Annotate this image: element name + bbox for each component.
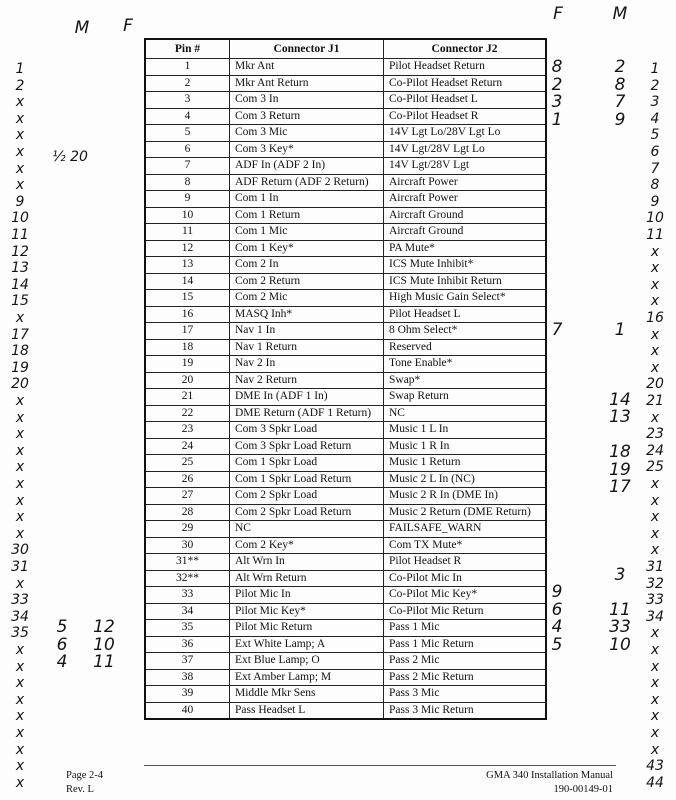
connector-j1-cell: Com 2 Mic bbox=[230, 290, 384, 307]
handwritten-right-mark: 6 bbox=[650, 144, 660, 160]
pin-cell: 27 bbox=[145, 488, 230, 505]
connector-j1-cell: Nav 1 In bbox=[230, 323, 384, 340]
connector-j1-cell: Pass Headset L bbox=[230, 702, 384, 719]
handwritten-left-mark: x bbox=[15, 160, 25, 177]
handwritten-left-mark: 19 bbox=[11, 359, 29, 376]
pin-cell: 22 bbox=[145, 405, 230, 422]
table-row bbox=[145, 570, 546, 587]
handwritten-left-mark: 34 bbox=[11, 608, 29, 625]
table-row bbox=[145, 75, 546, 92]
handwritten-right-mark: x bbox=[650, 476, 660, 492]
handwritten-f-label: F bbox=[553, 4, 563, 24]
table-row bbox=[145, 603, 546, 620]
pin-cell: 1 bbox=[145, 59, 230, 76]
handwritten-left-mark: 12 bbox=[11, 243, 29, 260]
connector-j2-cell: 14V Lgt/28V Lgt Lo bbox=[384, 141, 547, 158]
handwritten-row-mark: 5 bbox=[551, 634, 563, 655]
pin-assignment-table bbox=[144, 38, 547, 720]
table-row bbox=[145, 125, 546, 142]
handwritten-row-mark: 10 bbox=[609, 634, 631, 655]
handwritten-left-mark: 35 bbox=[11, 625, 29, 642]
pin-cell: 3 bbox=[145, 92, 230, 109]
table-row bbox=[145, 702, 546, 719]
connector-j1-cell: Mkr Ant bbox=[230, 59, 384, 76]
handwritten-left-mark: 13 bbox=[11, 260, 29, 277]
handwritten-right-mark: x bbox=[650, 675, 660, 692]
table-row bbox=[145, 59, 546, 76]
footer-divider bbox=[144, 765, 616, 766]
connector-j2-cell: Pass 3 Mic bbox=[384, 686, 547, 703]
handwritten-right-mark: x bbox=[650, 691, 660, 708]
pin-cell: 35 bbox=[145, 620, 230, 637]
connector-j1-cell: Com 2 Key* bbox=[230, 537, 384, 554]
handwritten-right-mark: x bbox=[650, 542, 660, 559]
handwritten-left-mark: x bbox=[15, 442, 25, 459]
connector-j2-cell: Pass 3 Mic Return bbox=[384, 702, 547, 719]
handwritten-row-mark: 6 bbox=[56, 634, 68, 655]
table-row bbox=[145, 389, 546, 406]
handwritten-right-mark: 11 bbox=[646, 227, 664, 243]
table-row bbox=[145, 191, 546, 208]
handwritten-left-mark: x bbox=[15, 525, 25, 542]
handwritten-row-mark: 10 bbox=[93, 634, 115, 655]
connector-j2-cell: Aircraft Ground bbox=[384, 224, 547, 241]
table-row bbox=[145, 372, 546, 389]
pin-cell: 33 bbox=[145, 587, 230, 604]
handwritten-left-mark: x bbox=[15, 642, 25, 658]
handwritten-right-mark: x bbox=[650, 276, 660, 293]
handwritten-right-mark: x bbox=[650, 741, 660, 758]
handwritten-left-mark: x bbox=[15, 459, 25, 476]
connector-j2-cell: Co-Pilot Mic Return bbox=[384, 603, 547, 620]
handwritten-row-mark: 11 bbox=[93, 652, 115, 672]
pin-cell: 32** bbox=[145, 570, 230, 587]
connector-j2-cell: Tone Enable* bbox=[384, 356, 547, 373]
pin-cell: 13 bbox=[145, 257, 230, 274]
handwritten-right-mark: 23 bbox=[646, 426, 664, 443]
connector-j1-cell: NC bbox=[230, 521, 384, 538]
table-row bbox=[145, 224, 546, 241]
connector-j1-cell: Ext White Lamp; A bbox=[230, 636, 384, 653]
connector-j1-cell: Com 2 Spkr Load Return bbox=[230, 504, 384, 521]
connector-j1-cell: Nav 2 In bbox=[230, 356, 384, 373]
pin-cell: 10 bbox=[145, 207, 230, 224]
connector-j2-cell: Co-Pilot Headset R bbox=[384, 108, 547, 125]
handwritten-right-mark: 10 bbox=[646, 210, 664, 227]
handwritten-left-mark: x bbox=[15, 575, 25, 592]
connector-j1-cell: Com 1 Spkr Load Return bbox=[230, 471, 384, 488]
pin-cell: 20 bbox=[145, 372, 230, 389]
table-row bbox=[145, 306, 546, 323]
connector-j2-cell: NC bbox=[384, 405, 547, 422]
connector-j2-cell: Swap* bbox=[384, 372, 547, 389]
table-row bbox=[145, 669, 546, 686]
connector-j1-cell: ADF In (ADF 2 In) bbox=[230, 158, 384, 175]
handwritten-left-mark: x bbox=[15, 310, 25, 326]
table-row bbox=[145, 422, 546, 439]
handwritten-left-mark: x bbox=[15, 409, 25, 426]
pin-cell: 18 bbox=[145, 339, 230, 356]
handwritten-left-mark: 17 bbox=[11, 326, 29, 343]
connector-j2-cell: Pass 2 Mic Return bbox=[384, 669, 547, 686]
handwritten-right-mark: 43 bbox=[646, 758, 664, 775]
pin-cell: 23 bbox=[145, 422, 230, 439]
handwritten-left-mark: 31 bbox=[11, 559, 29, 575]
handwritten-row-mark: 7 bbox=[551, 319, 563, 340]
pin-cell: 28 bbox=[145, 504, 230, 521]
handwritten-left-mark: 30 bbox=[11, 542, 29, 559]
table-row bbox=[145, 240, 546, 257]
handwritten-f-label: F bbox=[123, 16, 133, 36]
handwritten-row-mark: 3 bbox=[551, 92, 563, 112]
connector-j2-cell: Aircraft Power bbox=[384, 191, 547, 208]
table-row bbox=[145, 174, 546, 191]
handwritten-left-mark: x bbox=[15, 658, 25, 675]
connector-j2-cell: Pilot Headset R bbox=[384, 554, 547, 571]
connector-j1-cell: Alt Wrn Return bbox=[230, 570, 384, 587]
pin-cell: 38 bbox=[145, 669, 230, 686]
table-row bbox=[145, 257, 546, 274]
handwritten-row-mark: 2 bbox=[614, 57, 626, 77]
connector-j2-cell: PA Mute* bbox=[384, 240, 547, 257]
connector-j2-cell: Swap Return bbox=[384, 389, 547, 406]
pin-cell: 39 bbox=[145, 686, 230, 703]
handwritten-left-mark: 9 bbox=[15, 193, 25, 210]
connector-j1-cell: Com 2 In bbox=[230, 257, 384, 274]
table-row bbox=[145, 686, 546, 703]
connector-j2-cell: Pass 2 Mic bbox=[384, 653, 547, 670]
table-row bbox=[145, 455, 546, 472]
table-row bbox=[145, 323, 546, 340]
handwritten-left-mark: x bbox=[15, 144, 25, 160]
footer-page: Page 2-4 bbox=[66, 770, 104, 781]
handwritten-left-mark: x bbox=[15, 492, 25, 509]
handwritten-right-mark: 7 bbox=[650, 160, 660, 177]
handwritten-row-mark: 5 bbox=[56, 617, 68, 637]
handwritten-row-mark: 13 bbox=[609, 407, 631, 427]
table-row bbox=[145, 471, 546, 488]
handwritten-right-mark: x bbox=[650, 525, 660, 542]
pin-cell: 30 bbox=[145, 537, 230, 554]
handwritten-right-mark: 21 bbox=[646, 393, 664, 409]
connector-j2-cell: Pass 1 Mic Return bbox=[384, 636, 547, 653]
connector-j1-cell: Com 1 Spkr Load bbox=[230, 455, 384, 472]
handwritten-right-mark: x bbox=[650, 492, 660, 509]
connector-j1-cell: Com 3 Mic bbox=[230, 125, 384, 142]
handwritten-right-mark: x bbox=[650, 326, 660, 343]
handwritten-row-mark: 2 bbox=[551, 74, 563, 95]
handwritten-right-mark: 24 bbox=[646, 442, 664, 459]
handwritten-left-mark: 2 bbox=[15, 77, 25, 94]
connector-j2-cell: Aircraft Ground bbox=[384, 207, 547, 224]
handwritten-right-mark: 31 bbox=[646, 559, 664, 575]
handwritten-left-mark: x bbox=[15, 725, 25, 741]
table-row bbox=[145, 207, 546, 224]
handwritten-right-mark: 1 bbox=[650, 61, 660, 77]
handwritten-left-mark: x bbox=[15, 177, 25, 194]
handwritten-left-mark: x bbox=[15, 708, 25, 725]
pin-cell: 15 bbox=[145, 290, 230, 307]
connector-j2-cell: Music 1 L In bbox=[384, 422, 547, 439]
handwritten-left-mark: 14 bbox=[11, 276, 29, 293]
connector-j1-cell: Com 2 Spkr Load bbox=[230, 488, 384, 505]
connector-j1-cell: Com 3 In bbox=[230, 92, 384, 109]
handwritten-row-mark: 18 bbox=[609, 442, 631, 462]
pin-cell: 37 bbox=[145, 653, 230, 670]
pin-cell: 14 bbox=[145, 273, 230, 290]
handwritten-row-mark: 11 bbox=[609, 599, 631, 620]
pin-cell: 16 bbox=[145, 306, 230, 323]
handwritten-right-mark: x bbox=[650, 625, 660, 642]
connector-j1-cell: ADF Return (ADF 2 Return) bbox=[230, 174, 384, 191]
handwritten-right-mark: x bbox=[650, 658, 660, 675]
connector-j2-cell: Music 2 L In (NC) bbox=[384, 471, 547, 488]
connector-j1-cell: Nav 2 Return bbox=[230, 372, 384, 389]
connector-j2-cell: Co-Pilot Headset L bbox=[384, 92, 547, 109]
connector-j2-cell: ICS Mute Inhibit Return bbox=[384, 273, 547, 290]
connector-j2-cell: Pass 1 Mic bbox=[384, 620, 547, 637]
table-row bbox=[145, 438, 546, 455]
pin-cell: 29 bbox=[145, 521, 230, 538]
handwritten-right-mark: x bbox=[650, 509, 660, 526]
handwritten-left-mark: x bbox=[15, 675, 25, 692]
table-row bbox=[145, 290, 546, 307]
pin-cell: 2 bbox=[145, 75, 230, 92]
handwritten-left-mark: 18 bbox=[11, 343, 29, 360]
handwritten-right-mark: x bbox=[650, 343, 660, 360]
pin-cell: 5 bbox=[145, 125, 230, 142]
connector-j2-cell: Music 2 Return (DME Return) bbox=[384, 504, 547, 521]
handwritten-left-mark: x bbox=[15, 110, 25, 127]
table-row bbox=[145, 108, 546, 125]
handwritten-row-mark: 6 bbox=[551, 599, 563, 620]
handwritten-row-mark: 1 bbox=[614, 319, 626, 340]
connector-j2-cell: Music 2 R In (DME In) bbox=[384, 488, 547, 505]
connector-j2-cell: Pilot Headset L bbox=[384, 306, 547, 323]
handwritten-right-mark: x bbox=[650, 260, 660, 277]
handwritten-right-mark: x bbox=[650, 642, 660, 658]
connector-j1-cell: Com 1 In bbox=[230, 191, 384, 208]
table-row bbox=[145, 504, 546, 521]
pin-cell: 8 bbox=[145, 174, 230, 191]
handwritten-left-mark: x bbox=[15, 774, 25, 791]
connector-j2-cell: Pilot Headset Return bbox=[384, 59, 547, 76]
handwritten-m-label: M bbox=[612, 4, 628, 24]
handwritten-right-mark: 32 bbox=[646, 575, 664, 592]
table-row bbox=[145, 356, 546, 373]
handwritten-right-mark: x bbox=[650, 243, 660, 260]
handwritten-row-mark: 8 bbox=[551, 57, 563, 77]
handwritten-row-mark: 12 bbox=[93, 617, 115, 637]
connector-j1-cell: Mkr Ant Return bbox=[230, 75, 384, 92]
header-connector-j2: Connector J2 bbox=[384, 39, 547, 59]
handwritten-right-mark: 8 bbox=[650, 177, 660, 194]
pin-cell: 31** bbox=[145, 554, 230, 571]
handwritten-right-mark: 20 bbox=[646, 376, 664, 393]
handwritten-left-mark: 10 bbox=[11, 210, 29, 227]
handwritten-right-mark: 25 bbox=[646, 459, 664, 476]
handwritten-right-mark: 34 bbox=[646, 608, 664, 625]
handwritten-right-mark: 5 bbox=[650, 127, 660, 144]
table-row bbox=[145, 521, 546, 538]
handwritten-note: ½ 20 bbox=[52, 149, 88, 165]
footer-revision: Rev. L bbox=[66, 784, 94, 795]
pin-cell: 34 bbox=[145, 603, 230, 620]
handwritten-right-mark: x bbox=[650, 409, 660, 426]
handwritten-right-mark: 33 bbox=[646, 592, 664, 609]
handwritten-left-mark: x bbox=[15, 127, 25, 144]
table-row bbox=[145, 488, 546, 505]
handwritten-right-mark: x bbox=[650, 708, 660, 725]
handwritten-left-mark: 1 bbox=[15, 61, 25, 77]
pin-cell: 26 bbox=[145, 471, 230, 488]
handwritten-right-mark: 4 bbox=[650, 110, 660, 127]
handwritten-left-mark: x bbox=[15, 741, 25, 758]
footer-manual-title: GMA 340 Installation Manual bbox=[486, 770, 613, 781]
handwritten-row-mark: 9 bbox=[614, 109, 626, 130]
connector-j1-cell: Pilot Mic Key* bbox=[230, 603, 384, 620]
connector-j1-cell: Com 3 Spkr Load Return bbox=[230, 438, 384, 455]
connector-j2-cell: ICS Mute Inhibit* bbox=[384, 257, 547, 274]
handwritten-row-mark: 4 bbox=[551, 617, 563, 637]
connector-j2-cell: 14V Lgt/28V Lgt bbox=[384, 158, 547, 175]
handwritten-left-mark: 20 bbox=[11, 376, 29, 393]
handwritten-left-mark: x bbox=[15, 509, 25, 526]
handwritten-right-mark: x bbox=[650, 293, 660, 310]
pin-cell: 24 bbox=[145, 438, 230, 455]
handwritten-right-mark: x bbox=[650, 725, 660, 741]
connector-j1-cell: Com 1 Mic bbox=[230, 224, 384, 241]
connector-j1-cell: Com 2 Return bbox=[230, 273, 384, 290]
table-row bbox=[145, 158, 546, 175]
connector-j1-cell: Com 1 Key* bbox=[230, 240, 384, 257]
pin-cell: 9 bbox=[145, 191, 230, 208]
pin-cell: 6 bbox=[145, 141, 230, 158]
connector-j2-cell: 14V Lgt Lo/28V Lgt Lo bbox=[384, 125, 547, 142]
pin-cell: 40 bbox=[145, 702, 230, 719]
handwritten-left-mark: x bbox=[15, 758, 25, 775]
pin-cell: 4 bbox=[145, 108, 230, 125]
connector-j2-cell: 8 Ohm Select* bbox=[384, 323, 547, 340]
connector-j2-cell: FAILSAFE_WARN bbox=[384, 521, 547, 538]
handwritten-right-mark: 2 bbox=[650, 77, 660, 94]
pin-cell: 7 bbox=[145, 158, 230, 175]
handwritten-right-mark: 9 bbox=[650, 193, 660, 210]
connector-j1-cell: Pilot Mic In bbox=[230, 587, 384, 604]
table-row bbox=[145, 273, 546, 290]
connector-j2-cell: Reserved bbox=[384, 339, 547, 356]
table-row bbox=[145, 620, 546, 637]
connector-j2-cell: Co-Pilot Mic Key* bbox=[384, 587, 547, 604]
connector-j1-cell: DME Return (ADF 1 Return) bbox=[230, 405, 384, 422]
table-row bbox=[145, 92, 546, 109]
handwritten-left-mark: x bbox=[15, 476, 25, 492]
handwritten-right-mark: 3 bbox=[650, 94, 660, 111]
connector-j2-cell: Co-Pilot Mic In bbox=[384, 570, 547, 587]
connector-j1-cell: Alt Wrn In bbox=[230, 554, 384, 571]
handwritten-left-mark: 11 bbox=[11, 227, 29, 243]
handwritten-right-mark: 16 bbox=[646, 310, 664, 326]
table-row bbox=[145, 405, 546, 422]
handwritten-row-mark: 8 bbox=[614, 74, 626, 95]
handwritten-right-mark: 44 bbox=[646, 774, 664, 791]
handwritten-left-mark: x bbox=[15, 426, 25, 443]
handwritten-row-mark: 9 bbox=[551, 582, 563, 602]
connector-j1-cell: Ext Amber Lamp; M bbox=[230, 669, 384, 686]
connector-j1-cell: Pilot Mic Return bbox=[230, 620, 384, 637]
handwritten-left-mark: 33 bbox=[11, 592, 29, 609]
table-row bbox=[145, 339, 546, 356]
handwritten-left-mark: 15 bbox=[11, 293, 29, 310]
connector-j2-cell: Music 1 Return bbox=[384, 455, 547, 472]
table-row bbox=[145, 537, 546, 554]
connector-j1-cell: Middle Mkr Sens bbox=[230, 686, 384, 703]
connector-j1-cell: Com 3 Key* bbox=[230, 141, 384, 158]
connector-j1-cell: Ext Blue Lamp; O bbox=[230, 653, 384, 670]
handwritten-row-mark: 4 bbox=[56, 652, 68, 672]
handwritten-m-label: M bbox=[74, 18, 90, 38]
header-connector-j1: Connector J1 bbox=[230, 39, 384, 59]
table-row bbox=[145, 587, 546, 604]
connector-j1-cell: Com 1 Return bbox=[230, 207, 384, 224]
table-row bbox=[145, 636, 546, 653]
connector-j1-cell: Com 3 Spkr Load bbox=[230, 422, 384, 439]
handwritten-row-mark: 14 bbox=[609, 389, 631, 410]
connector-j2-cell: Co-Pilot Headset Return bbox=[384, 75, 547, 92]
footer-part-number: 190-00149-01 bbox=[553, 784, 613, 795]
table-header-row bbox=[145, 39, 546, 59]
handwritten-left-mark: x bbox=[15, 94, 25, 111]
connector-j1-cell: MASQ Inh* bbox=[230, 306, 384, 323]
connector-j2-cell: Music 1 R In bbox=[384, 438, 547, 455]
handwritten-row-mark: 7 bbox=[614, 92, 626, 112]
handwritten-right-mark: x bbox=[650, 359, 660, 376]
table-row bbox=[145, 653, 546, 670]
pin-cell: 19 bbox=[145, 356, 230, 373]
connector-j2-cell: Com TX Mute* bbox=[384, 537, 547, 554]
handwritten-row-mark: 19 bbox=[609, 459, 631, 480]
handwritten-left-mark: x bbox=[15, 393, 25, 409]
handwritten-row-mark: 3 bbox=[614, 564, 626, 585]
connector-j1-cell: DME In (ADF 1 In) bbox=[230, 389, 384, 406]
pin-cell: 36 bbox=[145, 636, 230, 653]
handwritten-row-mark: 17 bbox=[609, 477, 631, 497]
pin-cell: 12 bbox=[145, 240, 230, 257]
pin-cell: 17 bbox=[145, 323, 230, 340]
pin-cell: 25 bbox=[145, 455, 230, 472]
connector-j1-cell: Nav 1 Return bbox=[230, 339, 384, 356]
connector-j2-cell: Aircraft Power bbox=[384, 174, 547, 191]
handwritten-left-mark: x bbox=[15, 691, 25, 708]
connector-j2-cell: High Music Gain Select* bbox=[384, 290, 547, 307]
handwritten-row-mark: 1 bbox=[551, 109, 563, 130]
connector-j1-cell: Com 3 Return bbox=[230, 108, 384, 125]
table-row bbox=[145, 554, 546, 571]
pin-cell: 11 bbox=[145, 224, 230, 241]
handwritten-row-mark: 33 bbox=[609, 617, 631, 637]
header-pin: Pin # bbox=[145, 39, 230, 59]
table-row bbox=[145, 141, 546, 158]
pin-cell: 21 bbox=[145, 389, 230, 406]
